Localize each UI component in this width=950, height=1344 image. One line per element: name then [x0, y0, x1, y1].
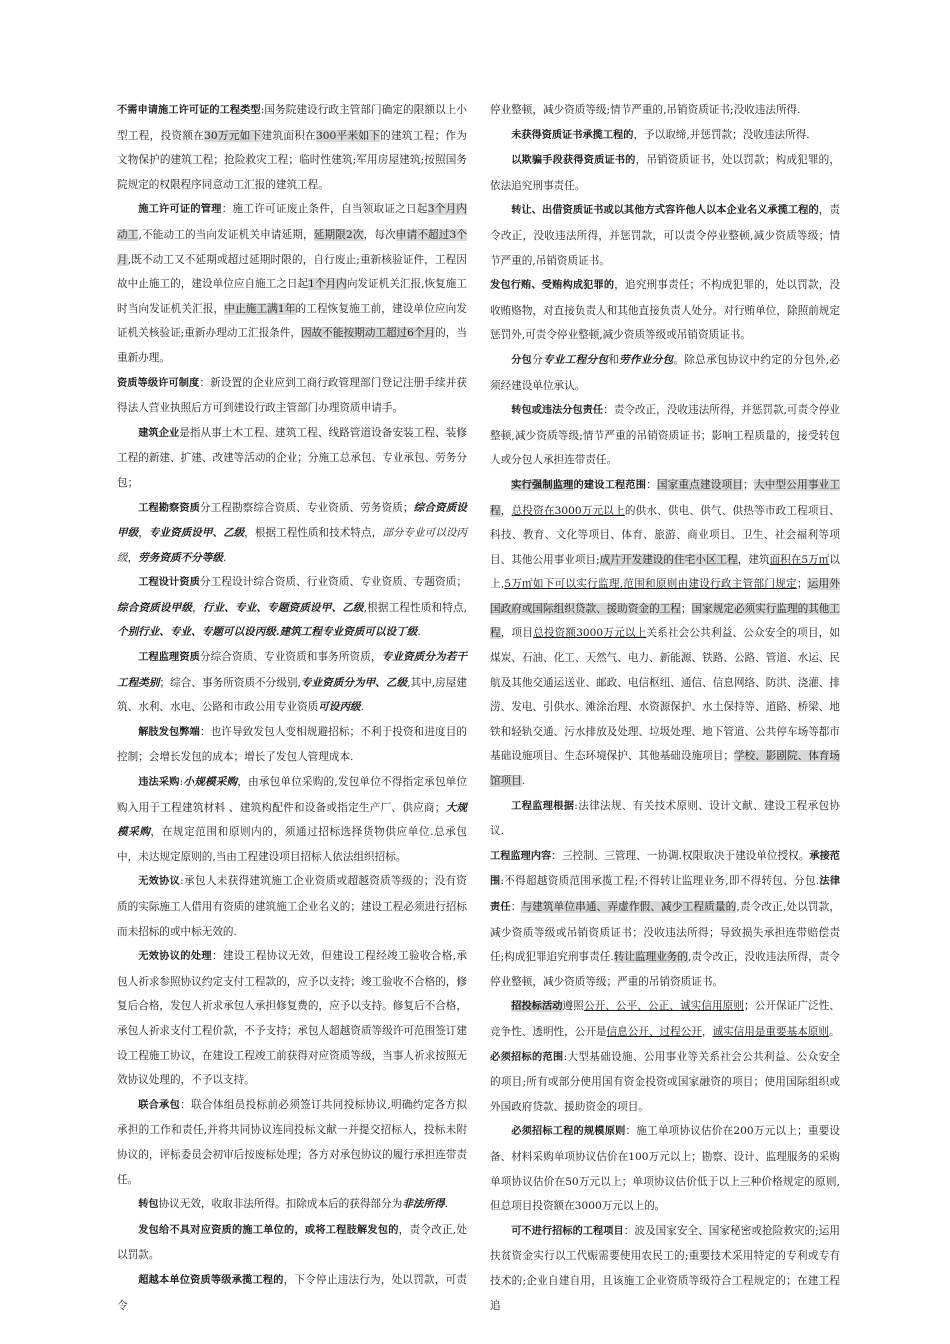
body-text: . [521, 775, 526, 788]
paragraph [117, 197, 467, 370]
body-text: 。 [829, 1025, 840, 1038]
left-column [117, 98, 467, 1318]
body-text: 分综合资质、专业资质和事务所资质， [199, 651, 382, 664]
body-text: ：也许导致发包人变相规避招标；不利于投资和进度目的控制；会增长发包的成本；增长了发包人管理成本. [117, 725, 468, 764]
body-text: ， [127, 551, 139, 564]
body-text: ：波及国家安全、国家秘密或抢险救灾的;运用扶贫资金实行以工代赈需要使用农民工的;重要技术采用特定的专利或专有技术的;企业自建自用，且该施工企业资质等级符合工程规定的；在建工程追 [490, 1224, 840, 1312]
body-text: ，由承包单位采购的,发包单位不得指定承包单位购入用于工程建筑材料 、建筑构配件和设备或指定生产厂、供应商； [117, 776, 468, 814]
body-text: ：三控制、三管理、一协调.权限取决于建设单位授权。 [551, 849, 810, 862]
bold-term: 以欺骗手段获得资质证书的 [511, 155, 636, 167]
body-text: 总投资额3000万元以上 [533, 627, 647, 640]
body-text: ，追究刑事责任；不构成犯罪的，处以罚款，没收贿赂物，对直接负责人和其他直接负责人处分。对行贿单位，除照前规定惩罚外,可责令停业整顿,减少资质等级或吊销资质证书。 [490, 279, 841, 342]
body-text: 和 [608, 353, 620, 366]
paragraph [490, 348, 840, 398]
body-text: 的工程恢复施工前，建设单位应向发证机关核验证;重新办理动工汇报条件， [117, 302, 467, 340]
bold-term: 法律责任 [490, 876, 841, 913]
paragraph [117, 570, 467, 645]
body-text: ,责令改正，没收违法所得，责令停业整顿，减少资质等级；严重的吊销资质证书。 [490, 951, 841, 988]
paragraph [490, 1119, 840, 1218]
bold-term: 不需申请施工许可证的工程类型 [117, 105, 261, 116]
body-text: . [222, 551, 227, 564]
bold-term: 联合承包 [138, 1099, 181, 1111]
bold-term: 分包 [511, 354, 533, 366]
paragraph [490, 994, 840, 1044]
body-text: 诚实信用是重要基本原则 [712, 1025, 829, 1038]
paragraph [490, 473, 840, 794]
body-text: 分 [532, 353, 543, 366]
emphasis-text: 综合资质设甲级 [117, 501, 468, 540]
body-text: ，项目 [500, 627, 534, 640]
body-text: 建筑面积在 [261, 129, 317, 142]
body-text: 分工程设计综合资质、行业资质、专业资质、专题资质； [199, 576, 468, 589]
paragraph [117, 770, 467, 869]
bold-term: 无效协议的处理 [138, 951, 212, 963]
body-text: ：建设工程协议无效，但建设工程经竣工验收合格,承包人祈求参照协议约定支付工程款的，应予以支持；竣工验收不合格的，修复后合格，发包人祈求承包人承担修复费的，应予以支持。修复后不合格，承包人祈求支付工程价款，不予支持；承包人超越资质等级许可范围签订建设工程施工协议，在建设工程竣工前获得对应资质等级，当事人祈求按照无效协议处理的，不予以支持。 [117, 950, 468, 1087]
body-text: 转让监理业务的 [613, 951, 689, 964]
bold-term: 工程设计资质 [138, 577, 200, 589]
body-text: ,责令改正,处以罚款，减少资质等级或吊销资质证书；没收违法所得；导致损失承担连带赔偿责任;构成犯罪追究刑事责任. [490, 901, 841, 964]
body-text: 面积在5万㎡ [769, 553, 830, 566]
body-text: ，根据工程性质和技术特点， [244, 527, 383, 540]
body-text: 总投资在3000万元以上 [511, 504, 625, 517]
body-text: :法律法规、有关技术原则、设计文献、建设工程承包协议. [490, 799, 841, 838]
body-text: 是指从事土木工程、建筑工程、线路管道设备安装工程、装修工程的新建、扩建、改建等活动的企业；分施工总承包、专业承包、劳务分包； [117, 426, 468, 489]
emphasis-text: 个别行业、专业、专题可以设丙级.建筑工程专业资质可以设丁级 [117, 626, 418, 639]
bold-term: 必须招标工程的规模原则 [511, 1126, 626, 1138]
body-text: ， [701, 1025, 713, 1038]
body-text: :承包人未获得建筑施工企业资质或超越资质等级的；没有资质的实际施工人借用有资质的建筑施工企业名义的；建设工程必须进行招标而未招标的或中标无效的. [117, 875, 468, 938]
bold-term: 转让、出借资质证书或以其他方式容许他人以本企业名义承揽工程的 [511, 205, 819, 217]
paragraph [490, 198, 840, 273]
body-text: . [360, 701, 365, 714]
body-text: ；公开保证广泛性、竞争性、透明性，公开是 [490, 1000, 841, 1038]
bold-term: 解肢发包弊端 [138, 726, 200, 738]
bold-term: 必须招标的范围 [490, 1051, 564, 1063]
body-text: ， [500, 504, 512, 517]
emphasis-text: 专业工程分包 [543, 353, 609, 366]
body-text: 1个月内 [308, 278, 347, 291]
paragraph [490, 273, 840, 348]
bold-term: 发包给不具对应资质的施工单位的，或将工程肢解发包的 [138, 1224, 399, 1236]
body-text: 信息公开、过程公开 [606, 1025, 702, 1038]
paragraph [117, 496, 467, 571]
body-text: ， [138, 527, 149, 540]
body-text: 以上, [490, 553, 841, 591]
paragraph [117, 1093, 467, 1192]
body-text: 学校、影剧院、体育场馆项目 [490, 750, 841, 788]
body-text: 公开、公平、公正、诚实信用原则 [583, 1000, 745, 1013]
bold-term: 工程监理根据 [511, 800, 575, 812]
paragraph [490, 1219, 840, 1318]
body-text: . [444, 1198, 448, 1211]
body-text: ；综合、事务所资质不分级别, [159, 676, 301, 689]
bold-term: 可不进行招标的工程项目 [511, 1225, 624, 1237]
body-text: 申请不超过3个月 [117, 228, 468, 266]
body-text: 国家规定必须实行监理的其他工程 [490, 602, 841, 640]
paragraph [117, 645, 467, 720]
paragraph [117, 1192, 467, 1218]
bold-term: 的建设工程范围 [573, 479, 647, 491]
body-text: ，责令改正，没收违法所得，并惩罚款，可以责令停业整顿,减少资质等级；情节严重的,吊销资质证书。 [490, 204, 841, 267]
body-text: :不得超越资质范围承揽工程;不得转让监理业务,即不得转包、分包. [500, 875, 820, 888]
body-text: :大型基础设施、公用事业等关系社会公共利益、公众安全的项目;所有或部分使用国有资金投资或国家融资的项目；使用国际组织或外国政府贷款、援助资金的项目。 [490, 1050, 840, 1113]
body-text: ，建筑 [737, 553, 770, 566]
body-text: 300平米如下 [316, 129, 381, 142]
body-text: ,不能动工的当向发证机关申请延期， [138, 228, 314, 241]
body-text: 国家重点建设项目 [656, 478, 744, 491]
paragraph [117, 720, 467, 770]
paragraph [490, 1045, 840, 1120]
body-text: ，予以取缔,并惩罚款；没收违法所得. [633, 128, 810, 141]
body-text: 向发证机关汇报,恢复施工时当向发证机关汇报， [117, 278, 468, 315]
paragraph [117, 1268, 467, 1318]
body-text: 关系社会公共利益、公众安全的项目，如煤炭、石油、化工、天然气、电力、新能源、铁路、公路、管道、水运、民航及其他交通运送业、邮政、电信枢纽、通信、信息网络、防洪、浇灌、排涝、发电、引供水、滩涂治理、水资源保护、水土保持等、道路、桥梁、地铁和轻轨交通、污水排放及处理、垃圾处理、地下管道、公共停车场等都市基础设施项目、生态环境保护、其他基础设施项目； [490, 627, 841, 763]
body-text: 延期限2次 [313, 228, 364, 241]
paragraph [490, 148, 840, 198]
bold-term: 无效协议 [138, 876, 181, 888]
body-text: ； [743, 478, 754, 491]
body-text: ，责令改正,处以罚款。 [117, 1223, 467, 1262]
body-text: ， [192, 601, 203, 614]
body-text: 3个月内动工 [117, 203, 467, 241]
bold-term: 转包或违法分包责任 [511, 405, 604, 417]
body-text: 遵照 [562, 1000, 584, 1013]
body-text: ,既不动工又不延期或超过延期时限的，自行废止;重新核验证件，工程因故中止施工的，建设单位应自施工之日起 [117, 253, 467, 291]
body-text: ； [796, 578, 808, 591]
paragraph [117, 944, 467, 1093]
bold-term: 实行强制监理 [511, 479, 574, 491]
body-text: ,其中,房屋建筑、水利、水电、公路和市政公用专业资质 [117, 676, 467, 714]
body-text: :国务院建设行政主管部门确定的限额以上小型工程，投资额在 [117, 104, 468, 142]
emphasis-text: 非法所得 [402, 1198, 445, 1211]
body-text: ，吊销资质证书，处以罚款；构成犯罪的，依法追究刑事责任。 [490, 154, 841, 192]
body-text: 部分专业可以设丙级 [117, 527, 468, 564]
body-text: ：施工许可证废止条件，自当领取证之日起 [221, 203, 428, 216]
paragraph [490, 98, 840, 123]
emphasis-text: 专业资质分为若干工程类别 [117, 651, 468, 689]
emphasis-text: 大规模采购 [117, 801, 467, 839]
bold-term: 超越本单位资质等级承揽工程的 [138, 1274, 284, 1286]
body-text: 大中型公用事业工程 [490, 478, 841, 517]
bold-term: 工程监理内容 [490, 850, 552, 862]
bold-term: 违法采购 [138, 777, 180, 789]
emphasis-text: 劳作业分包 [619, 353, 674, 366]
paragraph [117, 371, 467, 421]
paragraph [117, 98, 467, 197]
bold-term: 资质等级许可制度 [117, 377, 200, 389]
bold-term: 未获得资质证书承揽工程的 [511, 129, 634, 141]
paragraph [490, 398, 840, 473]
bold-term: 招投标活动 [511, 1001, 563, 1013]
body-text: ，下令停止违法行为，处以罚款，可责令 [117, 1273, 467, 1312]
body-text: : [179, 776, 184, 789]
body-text: ：施工单项协议估价在200万元以上；重要设备、材料采购单项协议估价在100万元以上；勘察、设计、监理服务的采购单项协议估价在50万元以上；单项协议估价低于以上三种价格规定的原则,但总项目投资额在3000万元以上的。 [490, 1125, 841, 1213]
emphasis-text: 可设丙级 [318, 701, 361, 714]
body-text: 成片开发建设的住宅小区工程 [599, 553, 738, 566]
body-text: 因故不能按期动工超过6个月 [301, 327, 436, 340]
right-column [490, 98, 840, 1318]
emphasis-text: 小规模采购 [183, 776, 238, 789]
bold-term: 建筑企业 [138, 427, 180, 439]
body-text: 中止施工满1年 [224, 302, 296, 315]
body-text: ： [510, 901, 522, 913]
body-text: ，每次 [363, 228, 396, 241]
paragraph [117, 869, 467, 944]
body-text: 协议无效，收取非法所得。扣除成本后的获得部分为 [158, 1198, 403, 1211]
body-text: 分工程勘察综合资质、专业资质、劳务资质； [199, 501, 414, 514]
body-text: ：责令改正，没收违法所得，并惩罚款,可责令停业整顿,减少资质等级;情节严重的吊销资质证书；影响工程质量的，接受转包人或分包人承担连带责任。 [490, 404, 840, 467]
paragraph [490, 844, 840, 995]
emphasis-text: 劳务资质不分等级 [138, 551, 223, 564]
body-text: 的，当重新办理。 [117, 327, 467, 364]
body-text: 30万元如下 [204, 129, 262, 142]
body-text: 与建筑单位串通、弄虚作假、减少工程质量的 [521, 901, 737, 913]
body-text: ，在规定范围和原则内的，须通过招标选择货物供应单位.总承包中，未达规定原则的,当由工程建设项目招标人依法组织招标。 [117, 826, 467, 863]
body-text: 。除总承包协议中约定的分包外,必须经建设单位承认。 [490, 353, 840, 392]
body-text: ：新设置的企业应到工商行政管理部门登记注册手续并获得法人营业执照后方可到建设行政主管部门办理资质申请手。 [117, 376, 468, 415]
paragraph [490, 794, 840, 844]
emphasis-text: 综合资质设甲级 [117, 601, 193, 614]
emphasis-text: 专业资质设甲、乙级 [148, 527, 245, 540]
bold-term: 转包 [138, 1199, 159, 1211]
body-text: 5万㎡如下可以实行监理,范围和原则由建设行政主管部门规定 [504, 578, 797, 591]
bold-term: 工程监理资质 [138, 652, 200, 664]
body-text: ：联合体组员投标前必须签订共同投标协议,明确约定各方拟承担的工作和责任,并将共同协议连同投标文献一并提交招标人，投标未附协议的，评标委员会初审后按废标处理；各方对承包协议的履行承担连带责任。 [117, 1098, 467, 1186]
bold-term: 承接范围 [490, 850, 840, 888]
bold-term: 发包行贿、受贿构成犯罪的 [490, 280, 615, 292]
bold-term: 工程勘察资质 [138, 502, 200, 514]
body-text: 的供水、供电、供气、供热等市政工程项目、科技、教育、文化等项目、体育、旅游、商业项目、卫生、社会福利等项目、其他公用事业项目; [490, 504, 841, 566]
paragraph [117, 1218, 467, 1268]
body-text: ： [646, 478, 657, 491]
paragraph [490, 123, 840, 149]
paragraph [117, 421, 467, 496]
emphasis-text: 行业、专业、专题资质设甲、乙级 [202, 601, 364, 614]
body-text: 运用外国政府或国际组织贷款、援助资金的工程 [490, 578, 840, 615]
body-text: ； [680, 602, 692, 615]
emphasis-text: 专业资质分为甲、乙级 [300, 676, 408, 689]
body-text: . [417, 626, 421, 639]
body-text: 的建筑工程；作为文物保护的建筑工程；抢险救灾工程；临时性建筑;军用房屋建筑;按照国务院规定的权限程序同意动工汇报的建筑工程。 [117, 129, 468, 191]
bold-term: 施工许可证的管理 [138, 204, 222, 216]
body-text: 停业整顿，减少资质等级;情节严重的,吊销资质证书;没收违法所得. [490, 104, 801, 116]
body-text: ,根据工程性质和特点, [363, 601, 468, 614]
